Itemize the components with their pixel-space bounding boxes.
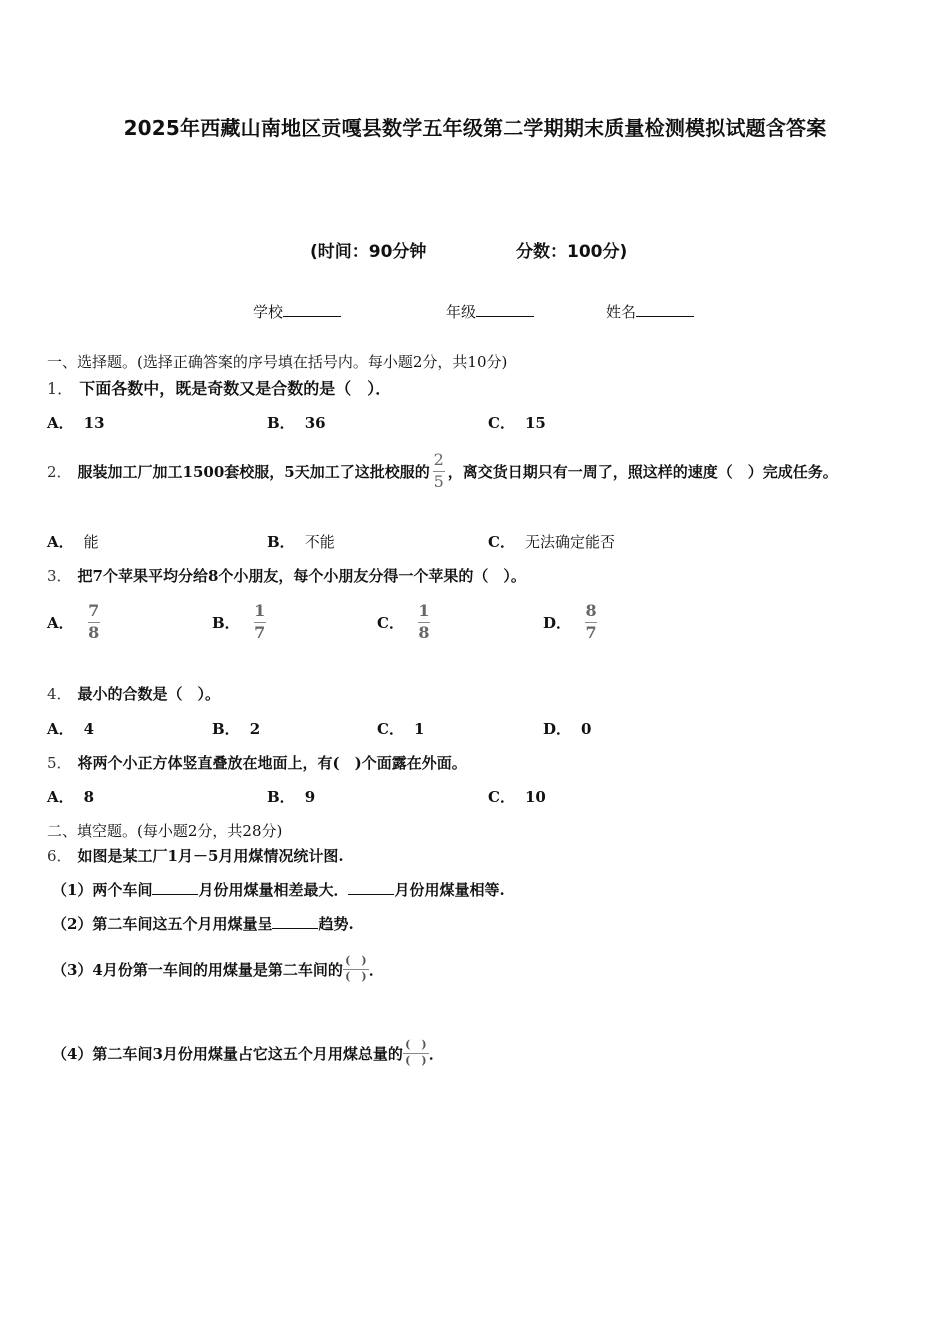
grade-blank[interactable] bbox=[476, 302, 534, 317]
question-number: 2． bbox=[47, 462, 72, 481]
q2-option-a[interactable]: A． 能 bbox=[47, 533, 99, 551]
grade-field[interactable] bbox=[446, 301, 534, 322]
answer-blank[interactable] bbox=[348, 880, 394, 895]
name-blank[interactable] bbox=[636, 302, 694, 317]
section1-header: 一、选择题。(选择正确答案的序号填在括号内。每小题2分，共10分) bbox=[47, 353, 508, 371]
name-label: 姓名 bbox=[606, 303, 637, 321]
school-field[interactable] bbox=[253, 301, 341, 322]
question-text: 如图是某工厂1月－5月用煤情况统计图. bbox=[77, 847, 344, 865]
q3-option-a[interactable]: A． $\frac{7}{8}$ bbox=[47, 601, 100, 642]
school-blank[interactable] bbox=[283, 302, 341, 317]
q4-option-a[interactable]: A． 4 bbox=[47, 720, 95, 738]
q6-part-3: （3）4月份第一车间的用煤量是第二车间的 $\frac{( )}{( )}$ ． bbox=[52, 953, 384, 983]
question-number: 3． bbox=[47, 567, 72, 585]
question-number: 6． bbox=[47, 847, 72, 865]
q3-option-c[interactable]: C． $\frac{1}{8}$ bbox=[377, 601, 430, 642]
q5-option-a[interactable]: A． 8 bbox=[47, 788, 95, 806]
q3-option-b[interactable]: B． $\frac{1}{7}$ bbox=[212, 601, 266, 642]
section2-header: 二、填空题。(每小题2分，共28分) bbox=[47, 822, 283, 840]
q2-option-b[interactable]: B． 不能 bbox=[267, 533, 335, 551]
question-text: 最小的合数是（ ）。 bbox=[77, 685, 221, 703]
q2-option-c[interactable]: C． 无法确定能否 bbox=[488, 533, 615, 551]
question-number: 5． bbox=[47, 754, 72, 772]
q1-option-c[interactable]: C． 15 bbox=[488, 414, 546, 432]
question-4 bbox=[47, 683, 220, 704]
name-field[interactable] bbox=[606, 301, 694, 322]
fraction-icon: $\frac{8}{7}$ bbox=[585, 601, 597, 642]
fraction-icon: $\frac{7}{8}$ bbox=[88, 601, 100, 642]
q3-option-d[interactable]: D． $\frac{8}{7}$ bbox=[543, 601, 597, 642]
question-number: 4． bbox=[47, 685, 72, 703]
q6-part-1: （1）两个车间 月份用煤量相差最大． 月份用煤量相等. bbox=[52, 881, 505, 899]
fraction-icon: $\frac{1}{8}$ bbox=[418, 601, 430, 642]
q4-option-c[interactable]: C． 1 bbox=[377, 720, 425, 738]
question-6 bbox=[47, 845, 344, 866]
question-text: 把7个苹果平均分给8个小朋友，每个小朋友分得一个苹果的（ ）。 bbox=[77, 567, 526, 585]
q4-option-b[interactable]: B． 2 bbox=[212, 720, 261, 738]
question-number: 1． bbox=[47, 379, 74, 398]
blank-fraction[interactable]: $\frac{( )}{( )}$ bbox=[343, 955, 369, 983]
school-label: 学校 bbox=[253, 303, 284, 321]
exam-score: 分数：100分) bbox=[516, 242, 628, 262]
q1-option-a[interactable]: A． 13 bbox=[47, 414, 105, 432]
q1-option-b[interactable]: B． 36 bbox=[267, 414, 326, 432]
answer-blank[interactable] bbox=[272, 914, 318, 929]
question-text: 服装加工厂加工1500套校服，5天加工了这批校服的 bbox=[77, 462, 430, 481]
question-1 bbox=[47, 376, 391, 399]
fraction-two-fifths: $\frac{2}{5}$ bbox=[433, 450, 444, 491]
question-text-end: ，离交货日期只有一周了，照这样的速度（ ）完成任务。 bbox=[447, 462, 838, 481]
q5-option-c[interactable]: C． 10 bbox=[488, 788, 546, 806]
question-5 bbox=[47, 752, 467, 773]
grade-label: 年级 bbox=[446, 303, 477, 321]
q6-part-4: （4）第二车间3月份用煤量占它这五个月用煤总量的 $\frac{( )}{( )}$ ． bbox=[52, 1037, 444, 1067]
q6-part-2: （2）第二车间这五个月用煤量呈 趋势. bbox=[52, 915, 354, 933]
fraction-icon: $\frac{1}{7}$ bbox=[254, 601, 266, 642]
q4-option-d[interactable]: D． 0 bbox=[543, 720, 592, 738]
question-3 bbox=[47, 565, 526, 586]
page-title: 2025年西藏山南地区贡嘎县数学五年级第二学期期末质量检测模拟试题含答案 bbox=[123, 116, 827, 140]
blank-fraction[interactable]: $\frac{( )}{( )}$ bbox=[403, 1039, 429, 1067]
question-text: 下面各数中，既是奇数又是合数的是（ ）． bbox=[79, 379, 392, 398]
exam-time: (时间：90分钟 bbox=[310, 242, 427, 262]
q5-option-b[interactable]: B． 9 bbox=[267, 788, 316, 806]
answer-blank[interactable] bbox=[152, 880, 198, 895]
question-2 bbox=[47, 446, 838, 496]
question-text: 将两个小正方体竖直叠放在地面上，有( )个面露在外面。 bbox=[77, 754, 467, 772]
